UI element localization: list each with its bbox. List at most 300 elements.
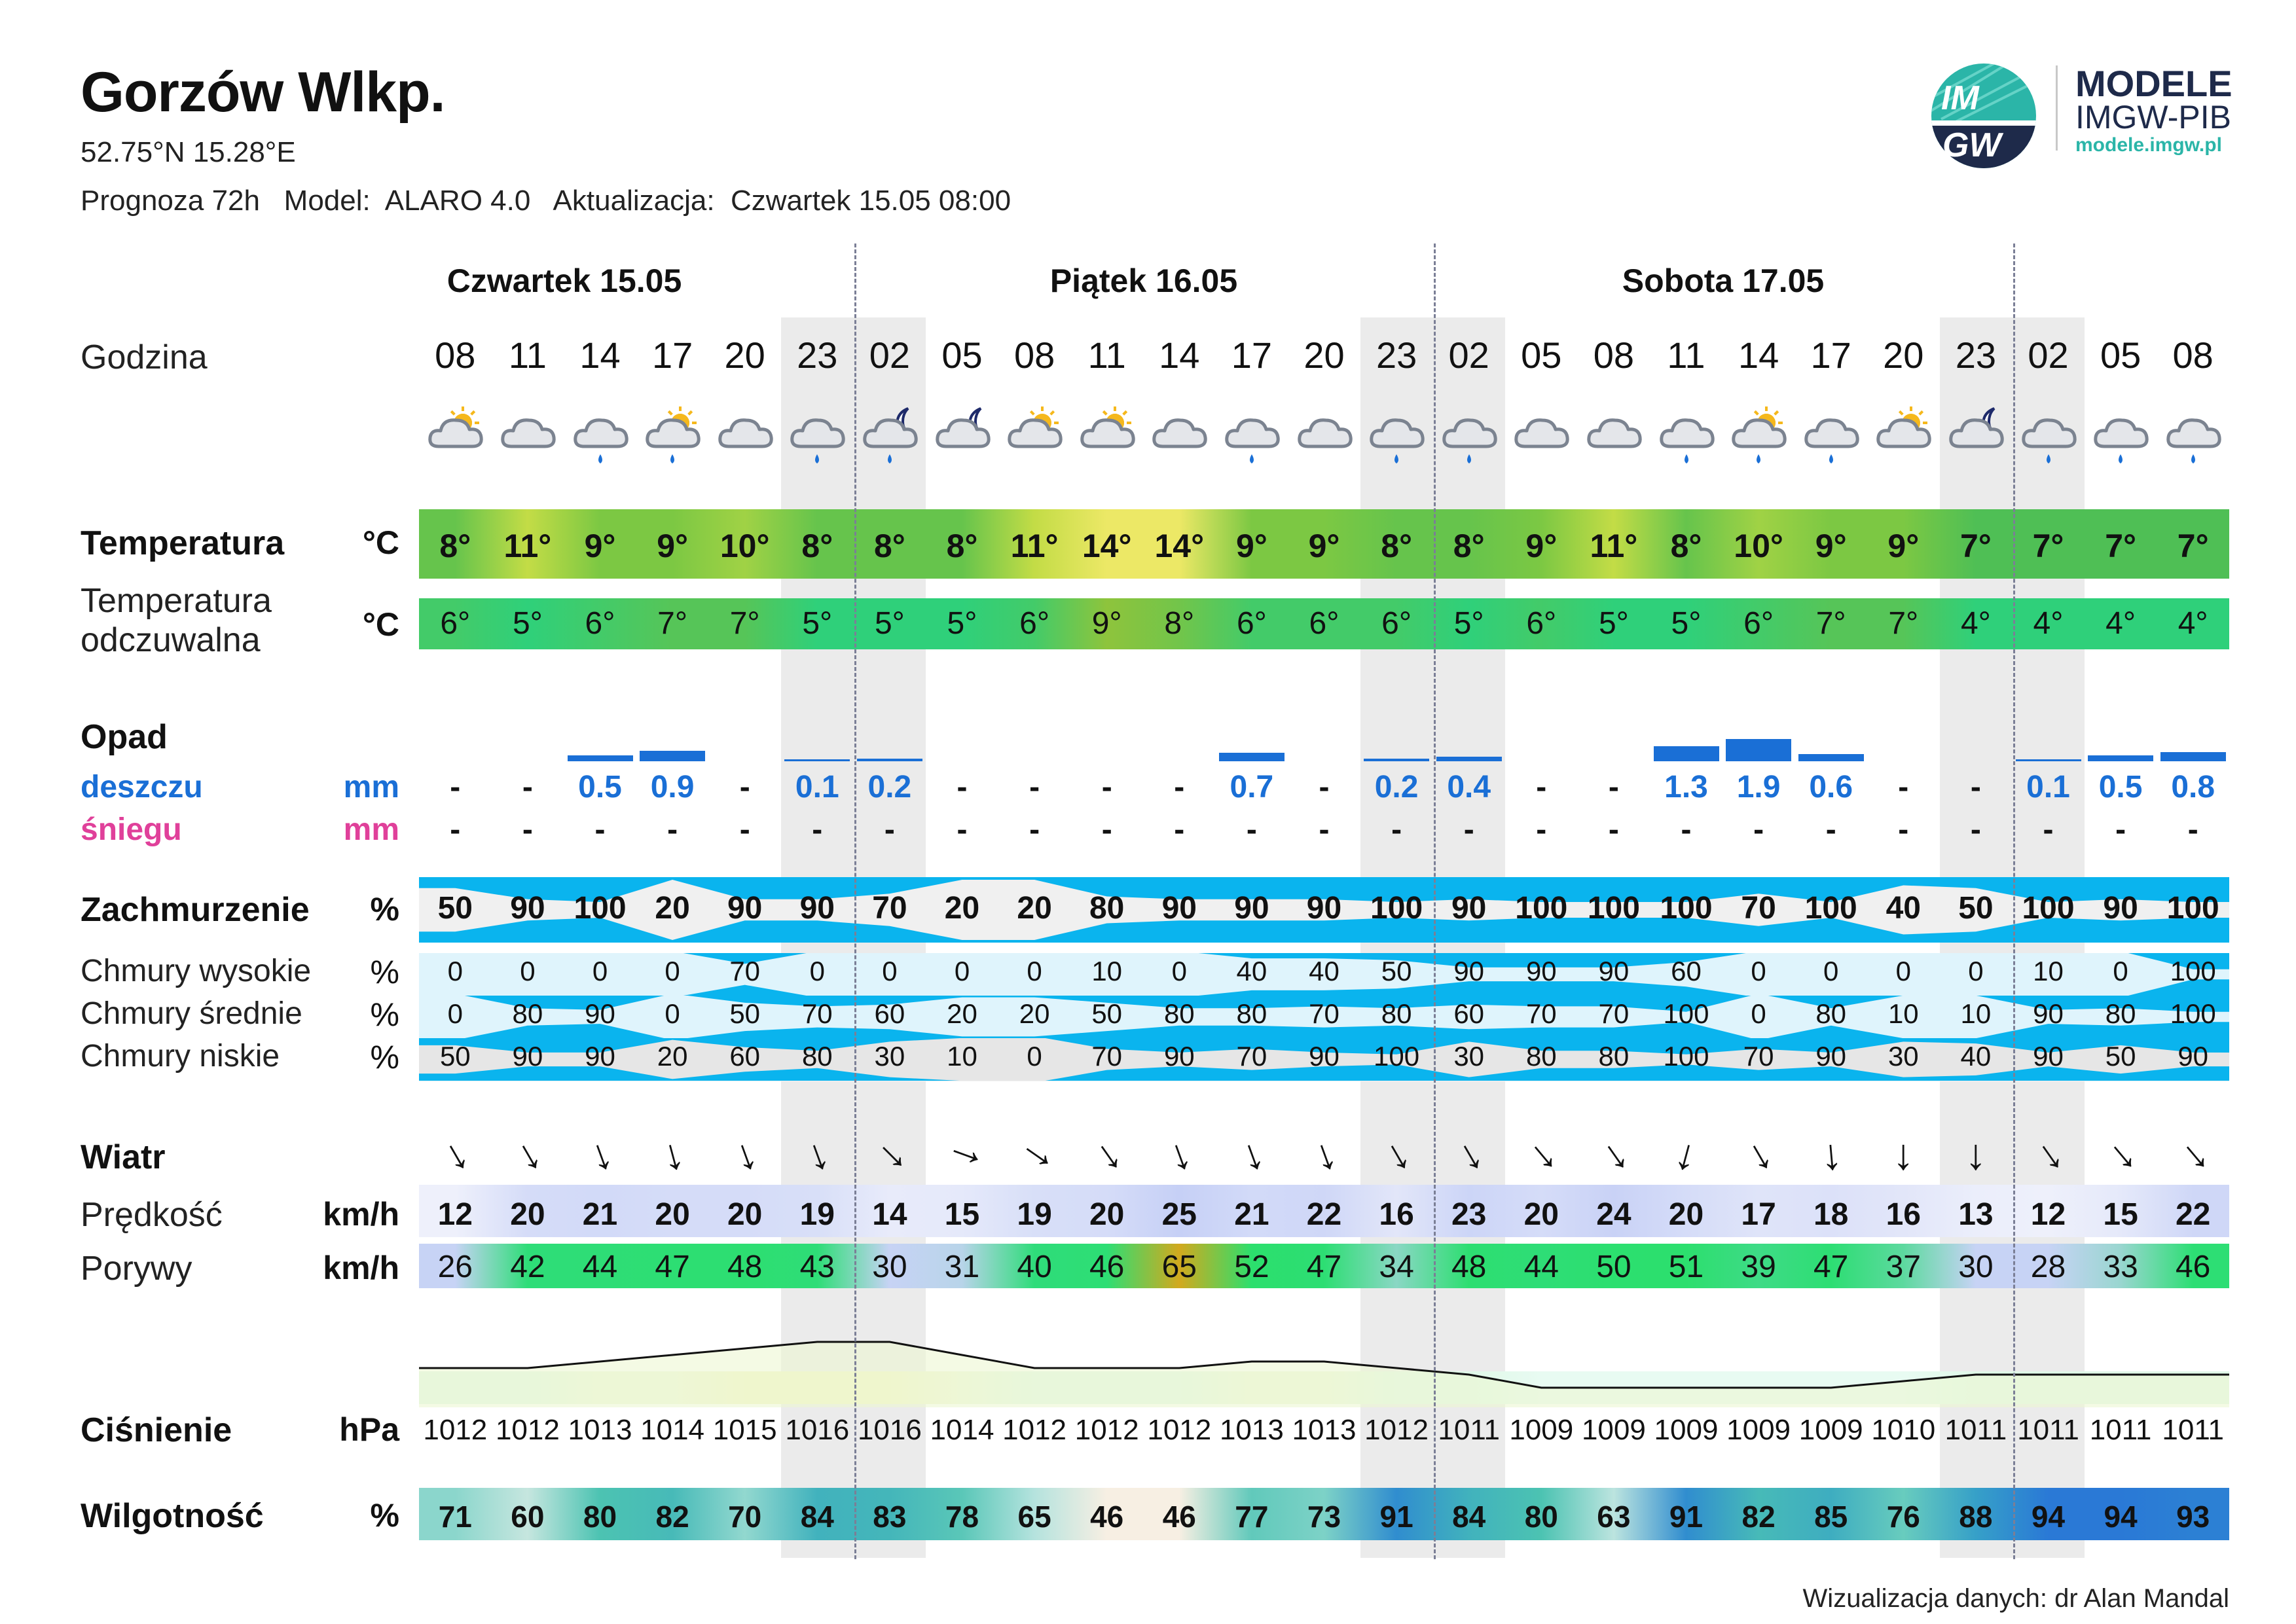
temperature-value: 14° [1154,528,1205,564]
cloud-low-value: 100 [1663,1041,1709,1072]
cloud-low-value: 80 [1598,1041,1630,1072]
temperature-value: 7° [2177,528,2209,564]
cloud-icon [492,399,564,491]
wind-arrow-icon: ↓ [1161,1127,1198,1181]
cloud-high-value: 0 [520,956,536,986]
unit-cloud: % [370,891,399,928]
feels-like-value: 6° [1526,606,1557,641]
temperature-value: 10° [1734,528,1783,564]
wind-speed-value: 20 [1523,1197,1559,1232]
temperature-value: 10° [720,528,770,564]
snow-value: - [1898,812,1909,847]
humidity-value: 91 [1379,1500,1413,1534]
cloud-mid-value: 80 [1163,998,1195,1029]
temperature-value: 9° [1235,528,1267,564]
rain-value: - [450,770,461,804]
rain-value: 0.9 [650,770,695,804]
cloud-high-value: 40 [1309,956,1339,986]
feels-like-value: 4° [2033,606,2064,641]
wind-arrow-icon: ↓ [1447,1127,1491,1181]
feels-like-value: 6° [585,606,615,641]
snow-value: - [1825,812,1836,847]
pressure-value: 1012 [1364,1414,1429,1446]
cloud-low-value: 10 [947,1041,977,1072]
day-header-1: Czwartek 15.05 [446,262,682,299]
cloud-total-value: 90 [2103,891,2138,926]
temperature-value: 11° [1010,528,1059,564]
hour-label: 14 [1159,334,1200,376]
cloud-mid-value: 100 [1663,998,1709,1029]
label-snow: śniegu [81,812,182,847]
snow-value: - [1681,812,1692,847]
pressure-value: 1013 [1219,1414,1284,1446]
cloud-high-value: 90 [1525,956,1557,986]
wind-arrow-icon: ↓ [433,1127,477,1181]
wind-arrow-icon: ↓ [1008,1131,1061,1177]
hour-label: 02 [2028,334,2069,376]
wind-speed-value: 15 [944,1197,980,1232]
wind-speed-value: 19 [799,1197,835,1232]
wind-arrow-icon: ↓ [1669,1127,1704,1181]
cloud-low-value: 90 [585,1041,615,1072]
wind-speed-value: 20 [1089,1197,1125,1232]
temperature-value: 11° [503,528,552,564]
hour-label: 20 [724,334,765,376]
rain-value: 0.1 [795,770,839,804]
label-cloud-mid: Chmury średnie [81,996,302,1031]
cloud-total-value: 90 [1451,891,1487,926]
forecast-info: Prognoza 72h Model: ALARO 4.0 Aktualizacja: Czwartek 15.05 08:00 [81,185,1011,217]
temperature-value: 9° [1815,528,1847,564]
feels-like-value: 5° [874,606,905,641]
label-humidity: Wilgotność [81,1497,264,1535]
cloud-total-value: 70 [872,891,907,926]
rain-value: - [1608,770,1619,804]
wind-arrow-icon: ↓ [1892,1130,1914,1178]
cloud-high-value: 70 [729,956,761,986]
snow-value: - [739,812,750,847]
feels-like-value: 6° [1309,606,1339,641]
hour-label: 14 [1738,334,1779,376]
unit-rain: mm [343,770,399,804]
rain-value: 0.6 [1809,770,1853,804]
cloud-low-value: 100 [1374,1041,1420,1072]
temperature-value: 9° [1887,528,1920,564]
gust-value: 46 [2175,1250,2211,1284]
feels-like-value: 7° [1815,606,1846,641]
cloud-mid-value: 70 [1309,998,1339,1029]
unit-cloud-mid: % [370,996,399,1033]
rain-value: - [1029,770,1040,804]
logo-url[interactable]: modele.imgw.pl [2075,134,2222,156]
temperature-value: 14° [1082,528,1132,564]
cloud-high-value: 90 [1598,956,1630,986]
rain-bar [1726,739,1791,761]
gust-value: 44 [1523,1250,1559,1284]
cloud-high-value: 0 [447,956,463,986]
temperature-value: 8° [1670,528,1702,564]
wind-speed-value: 13 [1958,1197,1994,1232]
unit-speed: km/h [323,1196,399,1233]
cloud-mid-value: 80 [2105,998,2136,1029]
cloud-rain-icon [564,399,636,491]
cloud-rain-icon [2157,399,2229,491]
hour-label: 08 [435,334,476,376]
snow-value: - [1246,812,1257,847]
gust-value: 48 [1451,1250,1487,1284]
humidity-value: 71 [438,1500,472,1534]
cloud-total-value: 100 [2166,891,2219,926]
snow-value: - [667,812,678,847]
pressure-value: 1013 [568,1414,632,1446]
cloud-low-value: 70 [1236,1041,1267,1072]
cloud-total-value: 90 [1234,891,1269,926]
cloud-icon [1505,399,1577,491]
gust-value: 47 [1813,1250,1849,1284]
humidity-value: 46 [1090,1500,1124,1534]
cloud-mid-value: 0 [1751,998,1766,1029]
cloud-high-value: 0 [592,956,608,986]
cloud-total-value: 100 [1660,891,1713,926]
cloud-high-value: 10 [1091,956,1123,986]
wind-speed-value: 24 [1596,1197,1631,1232]
wind-arrow-icon: ↓ [581,1127,619,1181]
humidity-value: 80 [583,1500,617,1534]
pressure-value: 1012 [1002,1414,1067,1446]
rain-value: - [1101,770,1112,804]
wind-arrow-icon: ↓ [1737,1127,1780,1181]
snow-value: - [1319,812,1330,847]
unit-cloud-high: % [370,954,399,990]
pressure-curve [419,1329,2229,1407]
feels-like-value: 6° [440,606,471,641]
pressure-value: 1016 [857,1414,922,1446]
cloud-mid-value: 100 [2170,998,2216,1029]
pressure-value: 1012 [1074,1414,1139,1446]
pressure-area [419,1342,2229,1407]
snow-value: - [522,812,533,847]
humidity-value: 82 [1741,1500,1776,1534]
cloud-mid-value: 80 [1236,998,1267,1029]
gust-value: 33 [2103,1250,2138,1284]
feels-like-value: 9° [1091,606,1122,641]
feels-like-value: 5° [802,606,833,641]
wind-speed-value: 12 [2030,1197,2066,1232]
temperature-value: 9° [1525,528,1558,564]
label-precip: Opad [81,718,168,756]
humidity-value: 94 [2031,1500,2066,1534]
temperature-value: 9° [657,528,688,564]
cloud-mid-value: 70 [1598,998,1630,1029]
snow-value: - [2187,812,2198,847]
rain-value: - [1898,770,1909,804]
gust-value: 28 [2030,1250,2066,1284]
rain-bar [1364,759,1429,761]
pressure-value: 1016 [785,1414,850,1446]
moon-cloud-icon [926,399,998,491]
wind-speed-value: 16 [1379,1197,1414,1232]
cloud-total-value: 90 [1306,891,1342,926]
pressure-value: 1014 [930,1414,994,1446]
cloud-total-value: 20 [1017,891,1052,926]
feels-like-value: 6° [1743,606,1774,641]
logo-mark-bottom: GW [1942,126,2001,164]
moon-cloud-rain-icon [854,399,926,491]
humidity-value: 84 [800,1500,834,1534]
cloud-high-value: 0 [882,956,898,986]
label-speed: Prędkość [81,1196,223,1234]
rain-bar [640,751,705,761]
partly-sunny-rain-icon [636,399,708,491]
cloud-total-value: 90 [510,891,545,926]
cloud-high-value: 0 [1751,956,1766,986]
humidity-value: 46 [1162,1500,1196,1534]
cloud-icon [709,399,781,491]
cloud-total-value: 20 [655,891,690,926]
gust-value: 44 [582,1250,618,1284]
cloud-rain-icon [1650,399,1722,491]
hour-label: 14 [579,334,621,376]
hour-label: 05 [2100,334,2141,376]
label-cloud-high: Chmury wysokie [81,954,312,988]
cloud-low-value: 50 [2105,1041,2136,1072]
gust-value: 42 [510,1250,545,1284]
temperature-value: 8° [801,528,833,564]
cloud-high-value: 0 [1968,956,1984,986]
cloud-mid-value: 80 [1815,998,1847,1029]
cloud-low-value: 60 [729,1041,761,1072]
snow-value: - [1608,812,1619,847]
temperature-value: 8° [873,528,905,564]
city-title: Gorzów Wlkp. [81,61,445,124]
wind-speed-value: 19 [1017,1197,1052,1232]
moon-cloud-icon [1940,399,2012,491]
rain-value: 0.1 [2026,770,2070,804]
hour-label: 23 [797,334,838,376]
feels-like-value: 5° [1598,606,1629,641]
rain-value: - [522,770,533,804]
feels-like-value: 7° [729,606,760,641]
rain-bar [2088,755,2153,761]
wind-arrow-icon: ↓ [1305,1127,1343,1181]
label-temperature: Temperatura [81,524,285,562]
hour-label: 02 [1448,334,1489,376]
wind-speed-value: 20 [727,1197,763,1232]
rain-bar [1219,753,1285,761]
cloud-low-value: 90 [2033,1041,2064,1072]
unit-cloud-low: % [370,1039,399,1075]
rain-value: - [1536,770,1547,804]
cloud-high-value: 0 [1823,956,1839,986]
hour-label: 08 [1013,334,1055,376]
wind-arrow-icon: ↓ [726,1127,763,1181]
cloud-mid-value: 80 [512,998,543,1029]
humidity-value: 91 [1669,1500,1704,1534]
cloud-rain-icon [1433,399,1505,491]
humidity-value: 85 [1814,1500,1848,1534]
wind-arrow-icon: ↓ [1517,1128,1565,1180]
temperature-value: 7° [2105,528,2136,564]
humidity-value: 65 [1017,1500,1051,1534]
cloud-mid-value: 0 [447,998,463,1029]
feels-like-value: 6° [1236,606,1267,641]
feels-like-value: 5° [1453,606,1484,641]
rain-value: 0.7 [1230,770,1274,804]
cloud-total-value: 90 [799,891,835,926]
cloud-rain-icon [1360,399,1432,491]
rain-bar [568,755,633,761]
rain-bar [2160,752,2226,761]
humidity-value: 80 [1524,1500,1558,1534]
cloud-total-value: 100 [1587,891,1640,926]
cloud-rain-icon [781,399,853,491]
cloud-low-value: 40 [1960,1041,1992,1072]
pressure-value: 1009 [1726,1414,1791,1446]
cloud-mid-value: 10 [1887,998,1919,1029]
hour-label: 05 [1521,334,1562,376]
cloud-low-value: 30 [874,1041,905,1072]
wind-arrow-icon: ↓ [865,1129,915,1179]
temperature-value: 7° [1959,528,1992,564]
wind-speed-value: 25 [1161,1197,1197,1232]
feels-like-value: 5° [947,606,977,641]
rain-value: 0.2 [867,770,912,804]
label-pressure: Ciśnienie [81,1411,232,1449]
rain-value: 0.5 [578,770,622,804]
pressure-value: 1012 [1147,1414,1212,1446]
humidity-value: 76 [1886,1500,1920,1534]
feels-like-value: 5° [512,606,543,641]
cloud-high-value: 50 [1381,956,1412,986]
logo-subtitle: IMGW-PIB [2075,99,2231,135]
imgw-logo [1928,60,2039,171]
logo-divider [2056,65,2058,151]
feels-like-value: 5° [1671,606,1702,641]
cloud-total-value: 100 [1370,891,1423,926]
gust-value: 43 [799,1250,835,1284]
cloud-total-value: 100 [2022,891,2075,926]
pressure-value: 1015 [712,1414,777,1446]
snow-value: - [1174,812,1185,847]
label-rain: deszczu [81,770,203,804]
feels-like-value: 4° [2105,606,2136,641]
snow-value: - [1463,812,1474,847]
label-feels-1: Temperatura [81,582,272,620]
humidity-value: 84 [1452,1500,1486,1534]
hour-label: 17 [651,334,693,376]
rain-value: - [957,770,968,804]
sun-cloud-icon [998,399,1070,491]
humidity-value: 60 [511,1500,545,1534]
rain-value: 0.5 [2098,770,2143,804]
cloud-high-value: 0 [954,956,970,986]
cloud-rain-icon [1795,399,1867,491]
cloud-total-value: 100 [574,891,627,926]
snow-value: - [1391,812,1402,847]
humidity-value: 78 [945,1500,979,1534]
feels-like-value: 8° [1164,606,1195,641]
hour-label: 11 [508,334,547,376]
wind-speed-value: 21 [1234,1197,1269,1232]
snow-value: - [957,812,968,847]
cloud-total-value: 40 [1886,891,1921,926]
cloud-high-value: 40 [1236,956,1267,986]
coordinates: 52.75°N 15.28°E [81,136,296,168]
rain-bar [1436,757,1502,761]
hour-label: 02 [869,334,911,376]
unit-humidity: % [370,1497,399,1534]
rain-value: 0.4 [1447,770,1491,804]
wind-arrow-icon: ↓ [2096,1128,2145,1180]
cloud-mid-value: 50 [729,998,761,1029]
pressure-value: 1009 [1509,1414,1574,1446]
cloud-low-value: 90 [2178,1041,2209,1072]
wind-arrow-icon: ↓ [936,1135,989,1173]
logo-mark-top: IM [1941,79,1979,117]
rain-value: - [1174,770,1185,804]
feels-like-value: 6° [1019,606,1050,641]
cloud-mid-value: 60 [874,998,905,1029]
wind-arrow-icon: ↓ [1591,1128,1637,1180]
cloud-high-value: 0 [1027,956,1042,986]
cloud-total-value: 90 [1161,891,1197,926]
wind-arrow-icon: ↓ [2025,1128,2071,1180]
sun-cloud-icon [1867,399,1939,491]
cloud-high-value: 100 [2170,956,2216,986]
gust-value: 47 [655,1250,690,1284]
pressure-value: 1010 [1871,1414,1936,1446]
pressure-value: 1011 [1438,1414,1500,1446]
wind-arrow-icon: ↓ [1818,1128,1844,1180]
partly-sunny-rain-icon [1722,399,1795,491]
pressure-value: 1012 [423,1414,488,1446]
wind-speed-value: 17 [1741,1197,1776,1232]
temperature-value: 8° [439,528,471,564]
feels-like-value: 4° [1960,606,1991,641]
snow-value: - [884,812,895,847]
temperature-value: 9° [1308,528,1340,564]
unit-snow: mm [343,812,399,847]
gust-value: 30 [1958,1250,1994,1284]
wind-speed-value: 15 [2103,1197,2138,1232]
cloud-total-value: 100 [1804,891,1857,926]
cloud-total-value: 50 [1958,891,1994,926]
humidity-value: 94 [2104,1500,2138,1534]
cloud-high-value: 0 [1895,956,1911,986]
cloud-total-value: 70 [1741,891,1776,926]
hour-label: 11 [1667,334,1705,376]
wind-arrow-icon: ↓ [1233,1127,1271,1181]
unit-temperature: °C [362,524,399,561]
wind-arrow-icon: ↓ [1375,1127,1418,1181]
gust-value: 31 [944,1250,980,1284]
snow-value: - [1970,812,1981,847]
label-hour: Godzina [81,338,208,376]
pressure-value: 1009 [1798,1414,1863,1446]
label-gust: Porywy [81,1250,192,1288]
cloud-mid-value: 0 [665,998,680,1029]
hour-label: 17 [1231,334,1273,376]
cloud-mid-value: 70 [1525,998,1557,1029]
pressure-value: 1009 [1654,1414,1719,1446]
partly-sunny-icon [419,399,491,491]
rain-bar [2016,759,2081,761]
rain-value: - [1970,770,1981,804]
gust-value: 50 [1596,1250,1631,1284]
cloud-low-value: 30 [1453,1041,1485,1072]
cloud-total-value: 20 [944,891,980,926]
cloud-low-value: 90 [1815,1041,1847,1072]
